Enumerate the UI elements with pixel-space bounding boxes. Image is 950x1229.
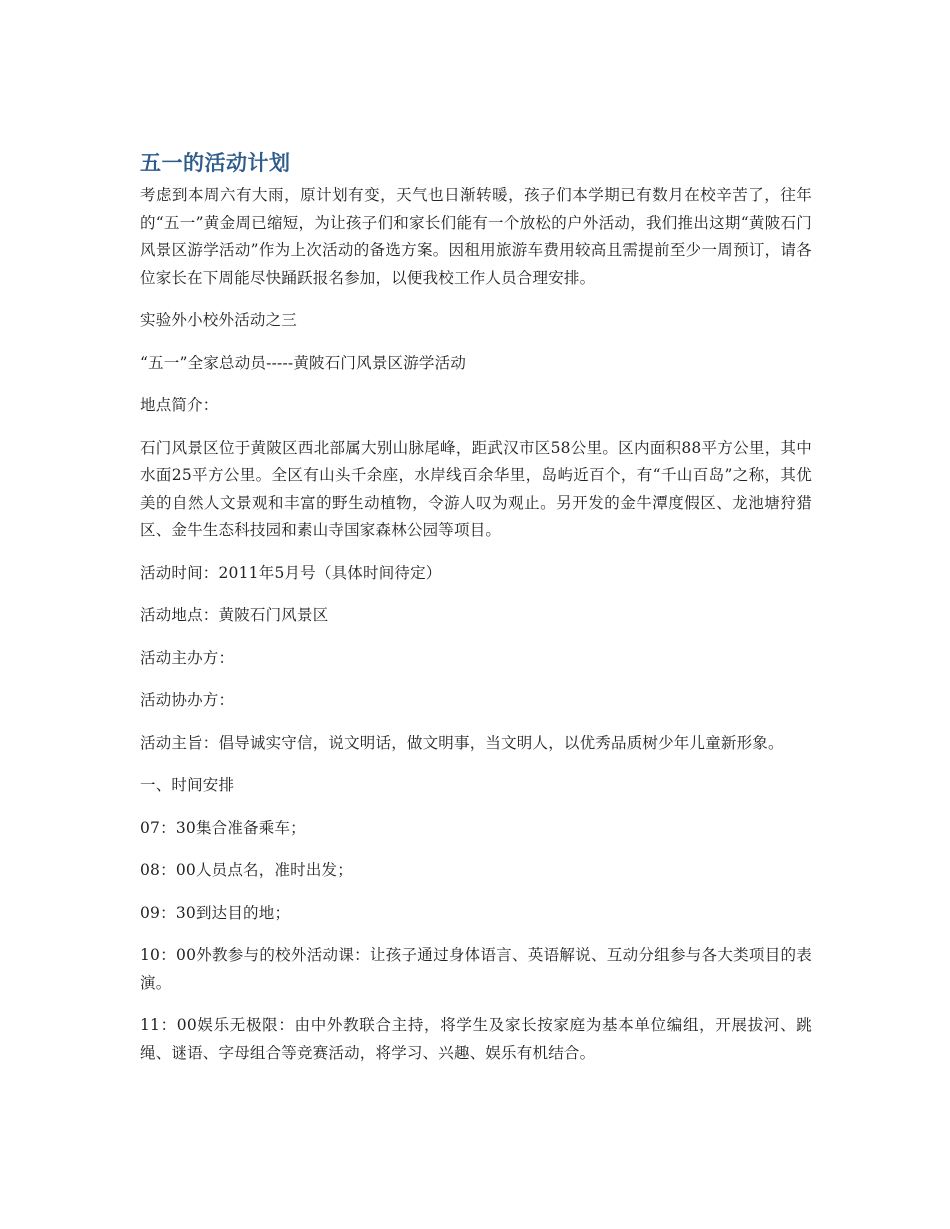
schedule-item: 08：00人员点名，准时出发； xyxy=(140,861,353,879)
activity-time: 活动时间：2011年5月号（具体时间待定） xyxy=(140,563,442,582)
schedule-item: 09：30到达目的地； xyxy=(140,903,291,922)
activity-name: “五一”全家总动员-----黄陂石门风景区游学活动 xyxy=(140,353,467,372)
activity-location: 活动地点：黄陂石门风景区 xyxy=(140,606,329,624)
activity-purpose: 活动主旨：倡导诚实守信，说文明话，做文明事，当文明人，以优秀品质树少年儿童新形象。 xyxy=(140,733,784,752)
location-description: 石门风景区位于黄陂区西北部属大别山脉尾峰，距武汉市区58公里。区内面积88平方公里，其中水面25平方公里。全区有山头千余座，水岸线百余华里，岛屿近百个，有“千山百岛”之称，其优美的自然人文景观和丰富的野生动植物，令游人叹为观止。另开发的金牛潭度假区、龙池塘狩猎区、金牛生态科技园和素山寺国家森林公园等项目。 xyxy=(140,438,812,539)
schedule-item: 10：00外教参与的校外活动课：让孩子通过身体语言、英语解说、互动分组参与各大类项目的表演。 xyxy=(140,946,812,992)
schedule-item: 11：00娱乐无极限：由中外教联合主持，将学生及家长按家庭为基本单位编组，开展拔河、跳绳、谜语、字母组合等竞赛活动，将学习、兴趣、娱乐有机结合。 xyxy=(140,1016,812,1062)
activity-co-organizer: 活动协办方： xyxy=(140,691,235,709)
schedule-item: 07：30集合准备乘车； xyxy=(140,818,306,837)
intro-paragraph: 考虑到本周六有大雨，原计划有变，天气也日渐转暖，孩子们本学期已有数月在校辛苦了，往年的“五一”黄金周已缩短，为让孩子们和家长们能有一个放松的户外活动，我们推出这期“黄陂石门风景区游学活动”作为上次活动的备选方案。因租用旅游车费用较高且需提前至少一周预订，请各位家长在下周能尽快踊跃报名参加，以便我校工作人员合理安排。 xyxy=(140,186,812,287)
activity-organizer: 活动主办方： xyxy=(140,648,235,667)
location-intro-heading: 地点简介： xyxy=(140,396,219,414)
activity-series-label: 实验外小校外活动之三 xyxy=(140,311,298,329)
document-page xyxy=(140,148,812,1082)
document-title: 五一的活动计划 xyxy=(140,151,291,175)
schedule-heading: 一、时间安排 xyxy=(140,776,235,794)
